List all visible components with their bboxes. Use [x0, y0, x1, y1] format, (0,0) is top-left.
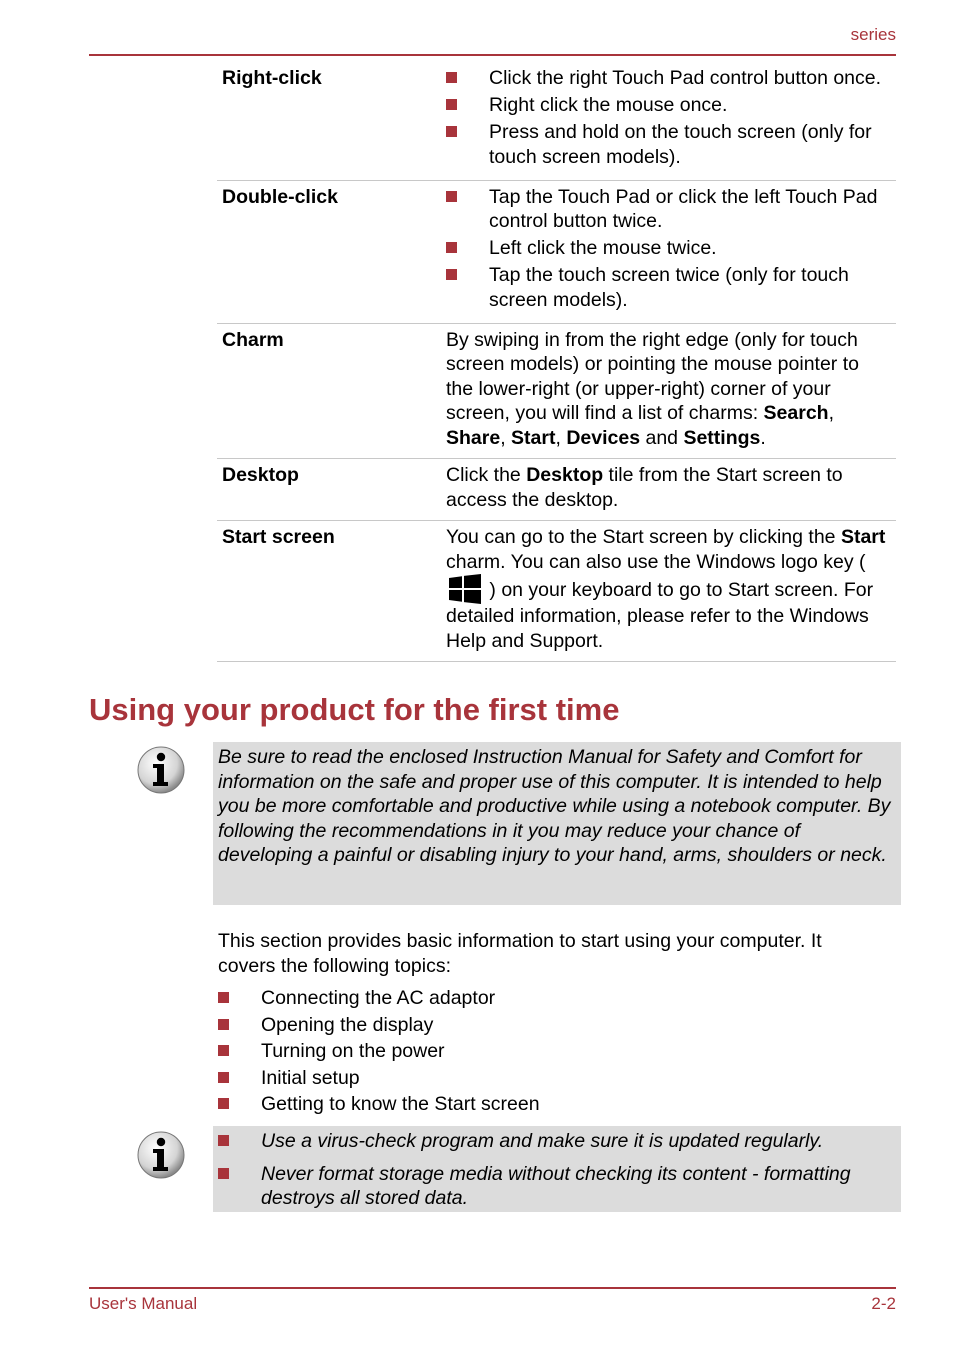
header-rule — [89, 54, 896, 56]
info-icon — [136, 745, 186, 795]
section-title: Using your product for the first time — [89, 692, 620, 727]
table-row — [217, 323, 896, 459]
list-item: Initial setup — [218, 1066, 878, 1091]
footer-rule — [89, 1287, 896, 1289]
term-label: Charm — [217, 323, 446, 459]
charm-start: Start — [511, 426, 556, 449]
topics-list — [218, 986, 878, 1119]
charm-share: Share — [446, 426, 501, 449]
info-icon — [136, 1130, 186, 1180]
table-row — [217, 459, 896, 521]
list-item: Connecting the AC adaptor — [218, 986, 878, 1011]
windows-logo-icon — [449, 574, 481, 604]
page-number: 2-2 — [871, 1294, 896, 1313]
charm-devices: Devices — [566, 426, 641, 449]
table-row — [217, 64, 896, 180]
charm-settings: Settings — [683, 426, 761, 449]
info-note — [213, 1126, 901, 1212]
list-item: Press and hold on the touch screen (only for touch screen models). — [446, 120, 890, 169]
list-item: Right click the mouse once. — [446, 93, 890, 118]
desktop-description: Click the Desktop tile from the Start screen to access the desktop. — [446, 459, 896, 521]
bullet-list — [218, 1129, 893, 1211]
table-row — [217, 180, 896, 323]
charm-description: By swiping in from the right edge (only for touch screen models) or pointing the mouse pointer to the lower-right (or upper-right) corner of your screen, you will find a list of charms: Search, Share, Start, Devices and Settings. — [446, 323, 896, 459]
list-item: Never format storage media without checking its content - formatting destroys all stored data. — [218, 1162, 893, 1211]
term-label: Start screen — [217, 521, 446, 662]
list-item: Getting to know the Start screen — [218, 1092, 878, 1117]
list-item: Click the right Touch Pad control button once. — [446, 66, 890, 91]
intro-paragraph: This section provides basic information to start using your computer. It covers the following topics: — [218, 930, 822, 977]
table-row — [217, 521, 896, 662]
list-item: Left click the mouse twice. — [446, 236, 890, 261]
bullet-list — [446, 185, 890, 313]
list-item: Opening the display — [218, 1013, 878, 1038]
bullet-list — [446, 66, 890, 169]
info-note: Be sure to read the enclosed Instruction Manual for Safety and Comfort for information on the safe and proper use of this computer. It is intended to help you be more comfortable and productive while using a notebook computer. By following the recommendations in it you may reduce your chance of developing a painful or disabling injury to your hand, arms, shoulders or neck. — [213, 742, 901, 905]
start-screen-description: You can go to the Start screen by clicking the Start charm. You can also use the Windows logo key ( ) on your keyboard to go to Start screen. For detailed information, please refer to the Windows Help and Support. — [446, 521, 896, 662]
list-item: Turning on the power — [218, 1039, 878, 1064]
list-item: Tap the Touch Pad or click the left Touch Pad control button twice. — [446, 185, 890, 234]
list-item: Use a virus-check program and make sure it is updated regularly. — [218, 1129, 893, 1154]
term-label: Right-click — [222, 67, 322, 89]
list-item: Tap the touch screen twice (only for touch screen models). — [446, 263, 890, 312]
footer-title: User's Manual — [89, 1294, 198, 1313]
charm-search: Search — [763, 402, 829, 424]
terms-table — [217, 64, 896, 662]
term-label: Double-click — [217, 180, 446, 323]
header-title: series — [850, 25, 896, 44]
term-label: Desktop — [217, 459, 446, 521]
